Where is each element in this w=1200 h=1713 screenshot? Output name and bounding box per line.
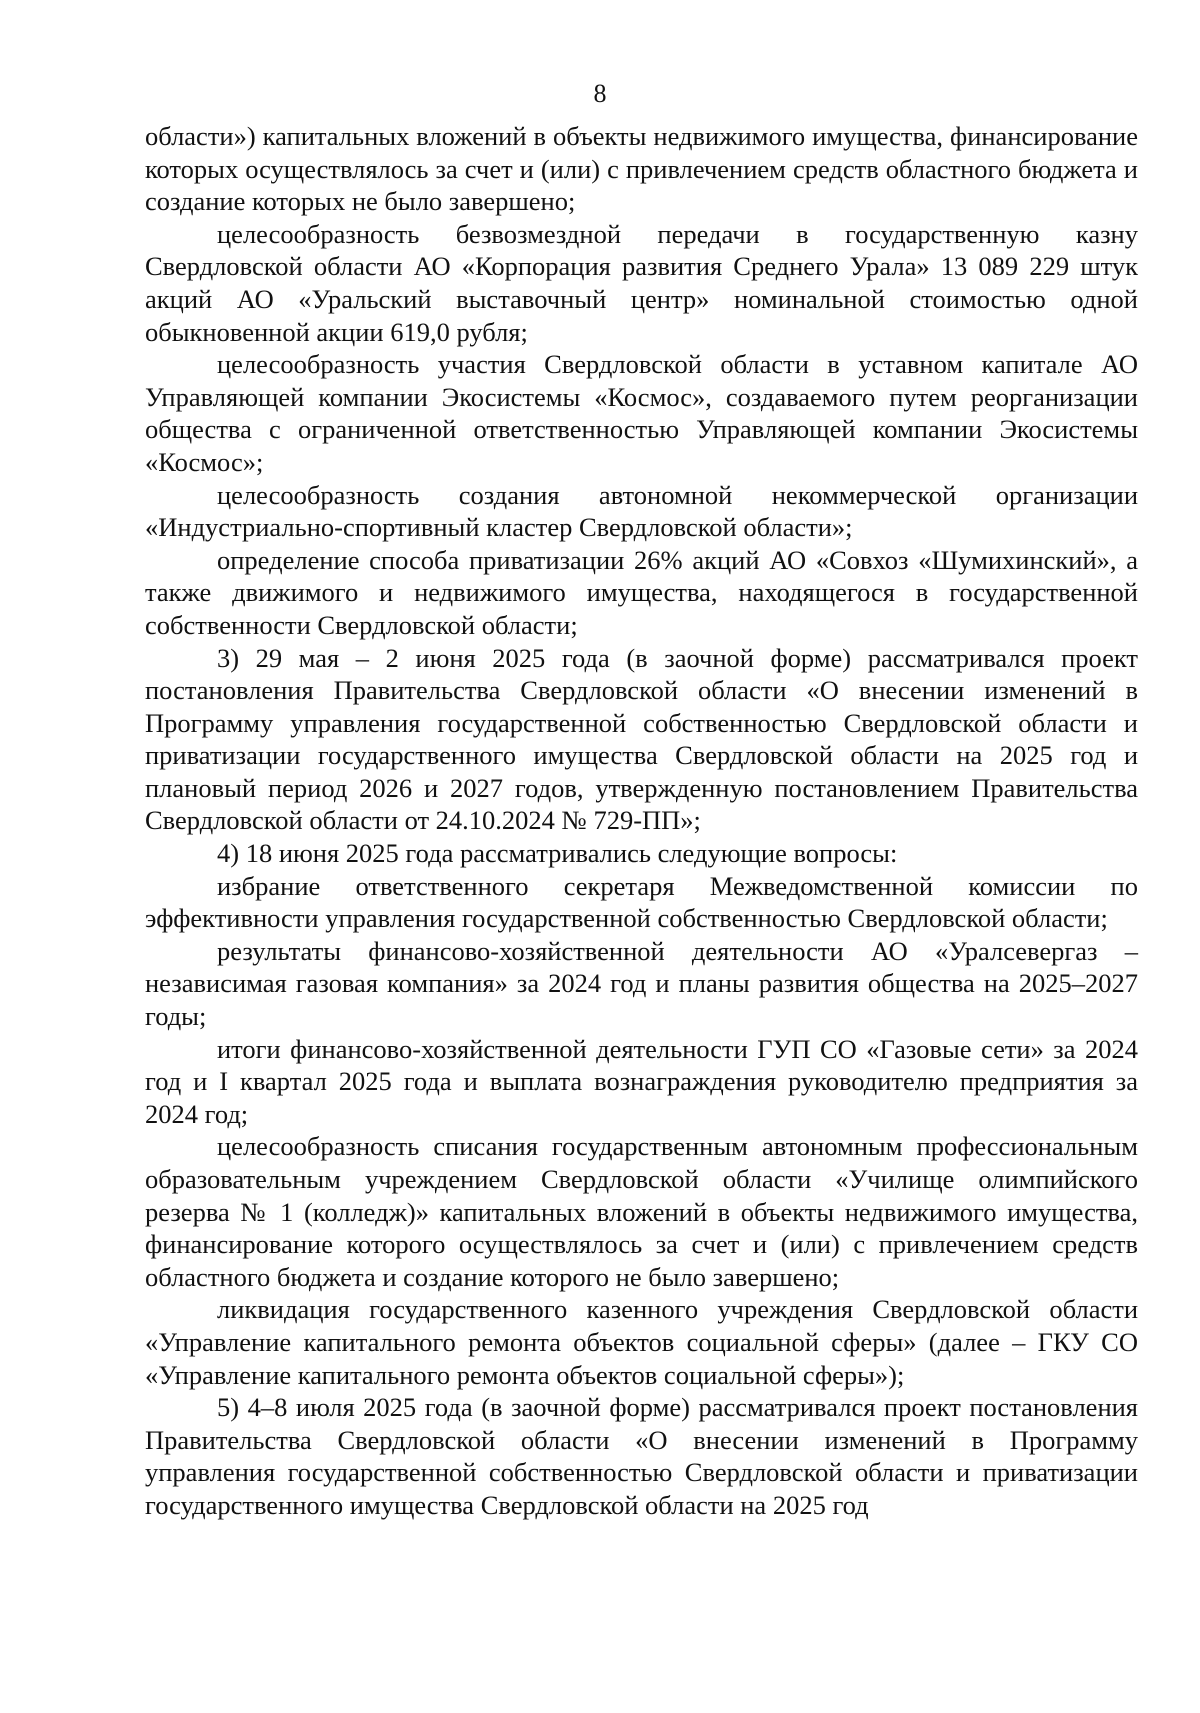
paragraph-4: целесообразность создания автономной некоммерческой организации «Индустриально-спортивный кластер Свердловской области»; xyxy=(145,479,1138,543)
paragraph-6: 3) 29 мая – 2 июня 2025 года (в заочной форме) рассматривался проект постановления Правительства Свердловской области «О внесении изменений в Программу управления государственной собственностью Свердловской области и приватизации государственного имущества Свердловской области на 2025 год и плановый период 2026 и 2027 годов, утвержденную постановлением Правительства Свердловской области от 24.10.2024 № 729-ПП»; xyxy=(145,642,1138,836)
paragraph-2: целесообразность безвозмездной передачи в государственную казну Свердловской области АО «Корпорация развития Среднего Урала» 13 089 229 штук акций АО «Уральский выставочный центр» номинальной стоимостью одной обыкновенной акции 619,0 рубля; xyxy=(145,218,1138,347)
paragraph-3: целесообразность участия Свердловской области в уставном капитале АО Управляющей компании Экосистемы «Космос», создаваемого путем реорганизации общества с ограниченной ответственностью Управляющей компании Экосистемы «Космос»; xyxy=(145,349,1138,477)
paragraph-5: определение способа приватизации 26% акций АО «Совхоз «Шумихинский», а также движимого и недвижимого имущества, находящегося в государственной собственности Свердловской области; xyxy=(145,544,1138,640)
paragraph-1: области») капитальных вложений в объекты недвижимого имущества, финансирование которых осуществлялось за счет и (или) с привлечением средств областного бюджета и создание которых не было завершено; xyxy=(145,121,1138,217)
paragraph-8: избрание ответственного секретаря Межведомственной комиссии по эффективности управления государственной собственностью Свердловской области; xyxy=(145,870,1138,934)
paragraph-13: 5) 4–8 июля 2025 года (в заочной форме) рассматривался проект постановления Правительства Свердловской области «О внесении изменений в Программу управления государственной собственностью Свердловской области и приватизации государственного имущества Свердловской области на 2025 год xyxy=(145,1392,1138,1520)
paragraph-9: результаты финансово-хозяйственной деятельности АО «Уралсевергаз – независимая газовая компания» за 2024 год и планы развития общества на 2025–2027 годы; xyxy=(145,935,1138,1032)
document-body xyxy=(145,120,1138,1522)
paragraph-10: итоги финансово-хозяйственной деятельности ГУП СО «Газовые сети» за 2024 год и I квартал 2025 года и выплата вознаграждения руководителю предприятия за 2024 год; xyxy=(145,1033,1138,1129)
paragraph-11: целесообразность списания государственным автономным профессиональным образовательным учреждением Свердловской области «Училище олимпийского резерва № 1 (колледж)» капитальных вложений в объекты недвижимого имущества, финансирование которого осуществлялось за счет и (или) с привлечением средств областного бюджета и создание которого не было завершено; xyxy=(145,1131,1138,1292)
paragraph-12: ликвидация государственного казенного учреждения Свердловской области «Управление капитального ремонта объектов социальной сферы» (далее – ГКУ СО «Управление капитального ремонта объектов социальной сферы»); xyxy=(145,1294,1138,1390)
paragraph-7: 4) 18 июня 2025 года рассматривались следующие вопросы: xyxy=(217,838,898,869)
page-number: 8 xyxy=(593,79,607,108)
